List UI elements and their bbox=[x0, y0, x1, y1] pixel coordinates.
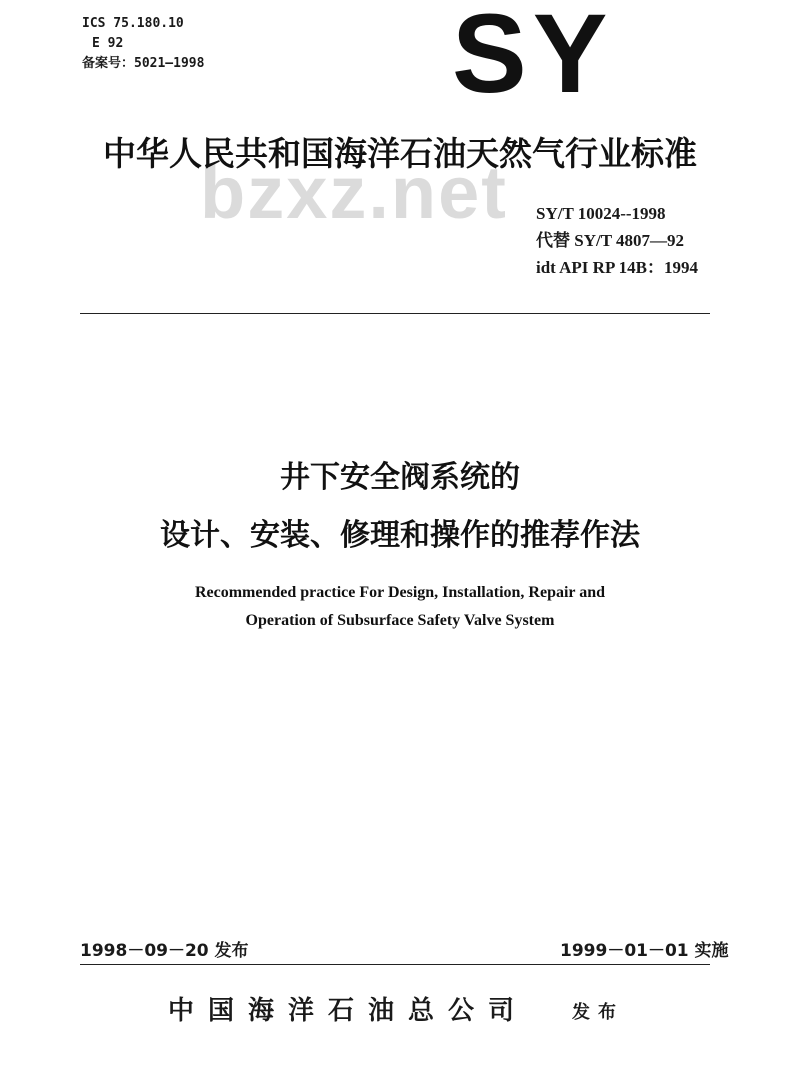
sy-logo: SY bbox=[452, 0, 614, 116]
classification-block bbox=[82, 14, 204, 74]
record-number: 备案号：5021—1998 bbox=[82, 56, 205, 71]
bottom-divider bbox=[80, 964, 710, 965]
publisher-name: 中国海洋石油总公司 bbox=[168, 996, 529, 1026]
standard-number-block bbox=[536, 200, 698, 281]
implementation-date: 1999－01－01 实施 bbox=[560, 941, 729, 961]
publish-label: 发布 bbox=[572, 1002, 624, 1023]
replaces-standard: 代替 SY/T 4807—92 bbox=[536, 231, 684, 250]
english-title-line-1: Recommended practice For Design, Installation, Repair and bbox=[194, 584, 606, 601]
english-title-line-2: Operation of Subsurface Safety Valve System bbox=[245, 612, 555, 629]
title-line-1: 井下安全阀系统的 bbox=[280, 460, 520, 495]
industry-standard-heading: 中华人民共和国海洋石油天然气行业标准 bbox=[103, 134, 697, 173]
title-line-2: 设计、安装、修理和操作的推荐作法 bbox=[160, 518, 640, 553]
watermark: bzxz.net bbox=[200, 151, 508, 234]
top-divider bbox=[80, 313, 710, 314]
issue-date: 1998－09－20 发布 bbox=[80, 941, 249, 961]
ics-code: ICS 75.180.10 bbox=[82, 16, 184, 31]
identical-standard: idt API RP 14B：1994 bbox=[536, 258, 698, 277]
category-code: E 92 bbox=[92, 36, 124, 51]
standard-number: SY/T 10024--1998 bbox=[536, 204, 666, 223]
